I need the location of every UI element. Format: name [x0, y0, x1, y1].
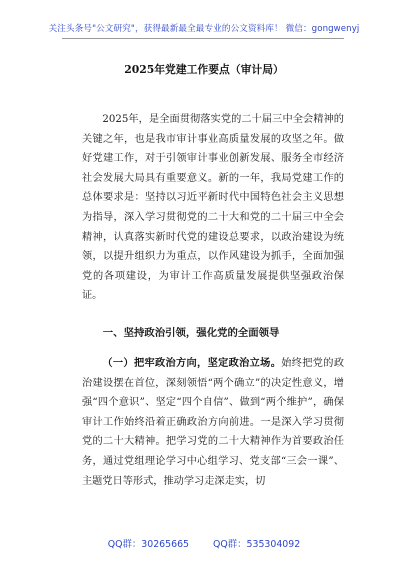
- document-title: 2025年党建工作要点（审计局）: [124, 63, 284, 76]
- footer-qq-group-1: QQ群：30265665: [107, 539, 190, 550]
- subsection-paragraph-1: [82, 354, 344, 491]
- header-divider: [62, 38, 344, 39]
- subsection-body: 始终把党的政治建设摆在首位，深刻领悟“两个确立”的决定性意义，增强“四个意识”、坚定“四个自信”、做到“两个维护”，确保审计工作始终沿着正确政治方向前进。一是深入学习贯彻党的二十大精神。把学习党的二十大精神作为首要政治任务，通过党组理论学习中心组学习、党支部“三会一课”、主题党日等形式，推动学习走深走实，切: [82, 358, 345, 487]
- intro-paragraph: 2025年，是全面贯彻落实党的二十届三中全会精神的关键之年，也是我市审计事业高质量发展的攻坚之年。做好党建工作，对于引领审计事业创新发展、服务全市经济社会发展大局具有重要意义。新的一年，我局党建工作的总体要求是：坚持以习近平新时代中国特色社会主义思想为指导，深入学习贯彻党的二十大和党的二十届三中全会精神，认真落实新时代党的建设总要求，以政治建设为统领，以提升组织力为重点，以作风建设为抓手，全面加强党的各项建设，为审计工作高质量发展提供坚强政治保证。: [82, 114, 344, 302]
- footer-qq-group-2: QQ群：535304092: [213, 539, 301, 550]
- subsection-lead: （一）把牢政治方向，坚定政治立场。: [102, 357, 282, 369]
- section-heading-1: 一、坚持政治引领，强化党的全面领导: [102, 327, 280, 339]
- footer-contact: [0, 536, 408, 550]
- header-watermark-note: 关注头条号"公文研究"，获得最新最全最专业的公文资料库！ 微信：gongwenyj: [48, 24, 360, 34]
